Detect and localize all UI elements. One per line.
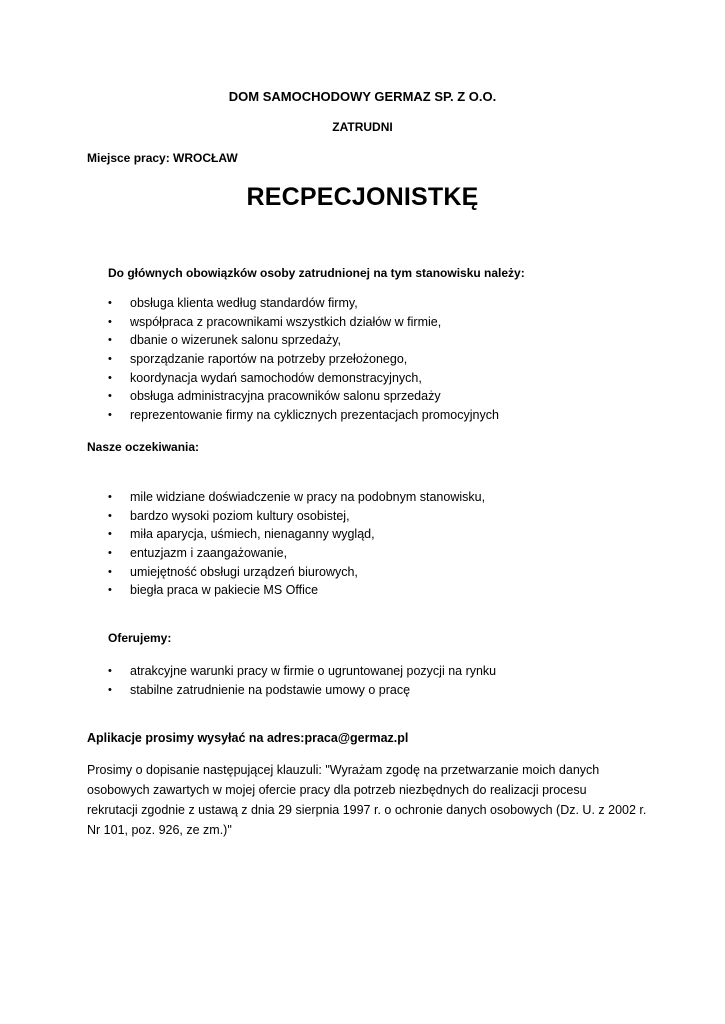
expectations-heading: Nasze oczekiwania: bbox=[87, 440, 200, 454]
bullet-icon: • bbox=[108, 683, 112, 696]
list-item: • bardzo wysoki poziom kultury osobistej, bbox=[108, 507, 485, 526]
bullet-icon: • bbox=[108, 315, 112, 328]
list-item: • koordynacja wydań samochodów demonstracyjnych, bbox=[108, 369, 499, 388]
clause-line: osobowych zawartych w mojej ofercie pracy dla potrzeb niezbędnych do realizacji procesu bbox=[87, 783, 587, 797]
clause-line: rekrutacji zgodnie z ustawą z dnia 29 sierpnia 1997 r. o ochronie danych osobowych (Dz. U. z 2002 r. bbox=[87, 803, 647, 817]
bullet-icon: • bbox=[108, 565, 112, 578]
list-item: • dbanie o wizerunek salonu sprzedaży, bbox=[108, 331, 499, 350]
consent-clause bbox=[87, 760, 647, 840]
company-name: DOM SAMOCHODOWY GERMAZ SP. Z O.O. bbox=[228, 89, 497, 104]
hires-label: ZATRUDNI bbox=[332, 120, 393, 134]
bullet-icon: • bbox=[108, 584, 112, 597]
list-item: • umiejętność obsługi urządzeń biurowych, bbox=[108, 563, 485, 582]
list-item: • stabilne zatrudnienie na podstawie umowy o pracę bbox=[108, 681, 496, 700]
list-item: • obsługa administracyjna pracowników salonu sprzedaży bbox=[108, 387, 499, 406]
list-item: • obsługa klienta według standardów firmy, bbox=[108, 294, 499, 313]
bullet-icon: • bbox=[108, 528, 112, 541]
bullet-icon: • bbox=[108, 297, 112, 309]
bullet-icon: • bbox=[108, 409, 112, 422]
list-item: • biegła praca w pakiecie MS Office bbox=[108, 581, 485, 600]
clause-line: Prosimy o dopisanie następującej klauzuli: "Wyrażam zgodę na przetwarzanie moich danych bbox=[87, 763, 600, 777]
bullet-icon: • bbox=[108, 334, 112, 347]
bullet-icon: • bbox=[108, 491, 112, 503]
duties-list bbox=[108, 294, 499, 425]
bullet-icon: • bbox=[108, 371, 112, 384]
work-location: Miejsce pracy: WROCŁAW bbox=[87, 151, 238, 165]
bullet-icon: • bbox=[108, 390, 112, 403]
bullet-icon: • bbox=[108, 547, 112, 560]
expectations-list bbox=[108, 488, 485, 600]
bullet-icon: • bbox=[108, 353, 112, 366]
list-item: • reprezentowanie firmy na cyklicznych prezentacjach promocyjnych bbox=[108, 406, 499, 425]
position-title: RECPECJONISTKĘ bbox=[246, 183, 479, 211]
duties-heading: Do głównych obowiązków osoby zatrudnionej na tym stanowisku należy: bbox=[108, 266, 525, 280]
list-item: • atrakcyjne warunki pracy w firmie o ugruntowanej pozycji na rynku bbox=[108, 662, 496, 681]
clause-line: Nr 101, poz. 926, ze zm.)" bbox=[87, 823, 232, 837]
application-instructions: Aplikacje prosimy wysyłać na adres:praca@germaz.pl bbox=[87, 731, 409, 745]
bullet-icon: • bbox=[108, 509, 112, 522]
bullet-icon: • bbox=[108, 665, 112, 677]
list-item: • mile widziane doświadczenie w pracy na podobnym stanowisku, bbox=[108, 488, 485, 507]
list-item: • współpraca z pracownikami wszystkich działów w firmie, bbox=[108, 313, 499, 332]
list-item: • entuzjazm i zaangażowanie, bbox=[108, 544, 485, 563]
offer-heading: Oferujemy: bbox=[108, 631, 172, 645]
offer-list bbox=[108, 662, 496, 699]
list-item: • miła aparycja, uśmiech, nienaganny wygląd, bbox=[108, 525, 485, 544]
list-item: • sporządzanie raportów na potrzeby przełożonego, bbox=[108, 350, 499, 369]
